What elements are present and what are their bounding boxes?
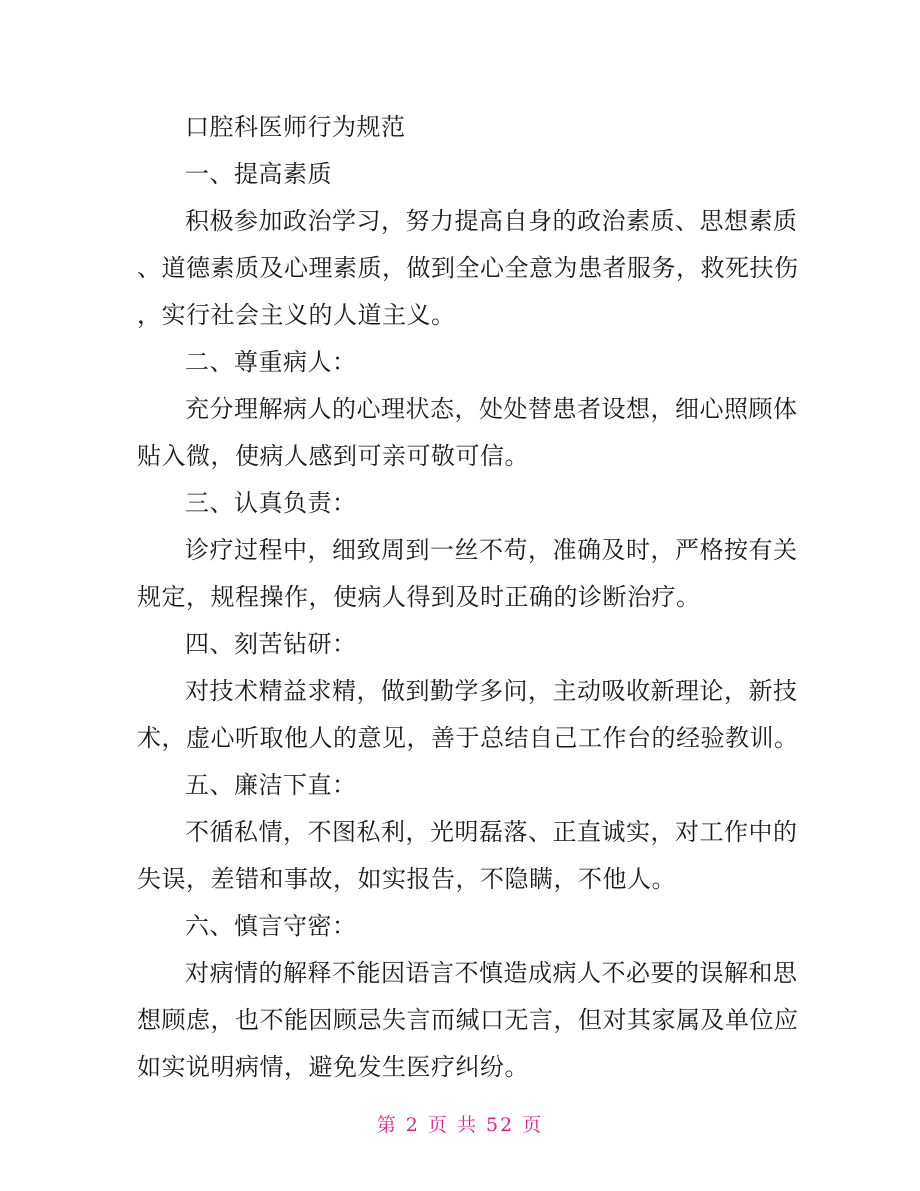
section-heading: 五、廉洁下直： <box>185 771 357 799</box>
paragraph-line: 贴入微，使病人感到可亲可敬可信。 <box>137 442 529 470</box>
section-heading: 二、尊重病人： <box>185 348 357 376</box>
paragraph-line: 充分理解病人的心理状态，处处替患者设想，细心照顾体 <box>185 395 798 423</box>
section-heading: 四、刻苦钻研： <box>185 630 357 658</box>
paragraph-line: 规定，规程操作，使病人得到及时正确的诊断治疗。 <box>137 583 701 611</box>
paragraph-line: 不循私情，不图私利，光明磊落、正直诚实，对工作中的 <box>185 818 798 846</box>
paragraph-line: 积极参加政治学习，努力提高自身的政治素质、思想素质 <box>185 207 798 235</box>
paragraph-line: 术，虚心听取他人的意见，善于总结自己工作台的经验教训。 <box>137 724 799 752</box>
paragraph-line: 失误，差错和事故，如实报告，不隐瞒，不他人。 <box>137 865 676 893</box>
paragraph-line: 想顾虑，也不能因顾忌失言而缄口无言，但对其家属及单位应 <box>137 1006 799 1034</box>
paragraph-line: ，实行社会主义的人道主义。 <box>137 301 456 329</box>
paragraph-line: 诊疗过程中，细致周到一丝不苟，准确及时，严格按有关 <box>185 536 798 564</box>
paragraph-line: 对病情的解释不能因语言不慎造成病人不必要的误解和思 <box>185 959 798 987</box>
section-heading: 六、慎言守密： <box>185 912 357 940</box>
section-heading: 一、提高素质 <box>185 160 332 188</box>
paragraph-line: 、道德素质及心理素质，做到全心全意为患者服务，救死扶伤 <box>137 254 799 282</box>
paragraph-line: 对技术精益求精，做到勤学多问，主动吸收新理论，新技 <box>185 677 798 705</box>
section-heading: 三、认真负责： <box>185 489 357 517</box>
paragraph-line: 如实说明病情，避免发生医疗纠纷。 <box>137 1053 529 1081</box>
document-body <box>137 104 799 1091</box>
document-title: 口腔科医师行为规范 <box>185 113 406 141</box>
page-number-footer: 第 2 页 共 52 页 <box>376 1114 544 1136</box>
